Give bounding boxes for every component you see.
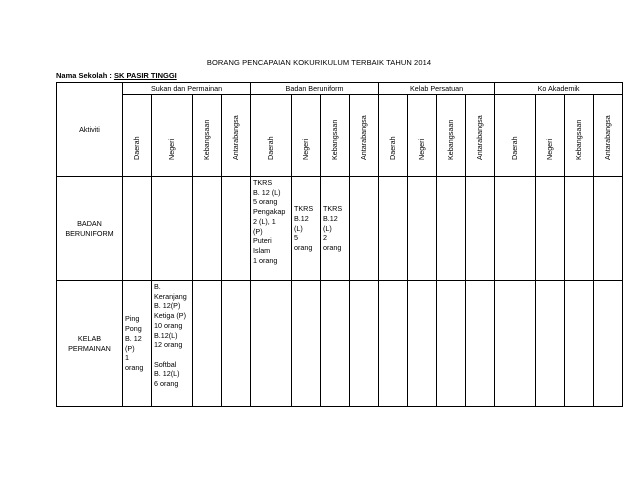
table-cell <box>222 177 251 281</box>
group-header-akademik: Ko Akademik <box>495 83 623 95</box>
table-cell: TKRS B. 12 (L) 5 orang Pengakap 2 (L), 1 (P) Puteri Islam 1 orang <box>251 177 292 281</box>
document-title: BORANG PENCAPAIAN KOKURIKULUM TERBAIK TAHUN 2014 <box>206 58 432 67</box>
group-header-beruniform: Badan Beruniform <box>251 83 379 95</box>
table-cell <box>350 281 379 407</box>
table-cell <box>466 281 495 407</box>
level-header: Daerah <box>495 95 536 177</box>
table-cell <box>379 177 408 281</box>
table-cell <box>495 281 536 407</box>
table-cell: TKRS B.12 (L) 5 orang <box>292 177 321 281</box>
table-row <box>57 281 623 407</box>
group-header-row <box>57 83 623 95</box>
table-cell <box>594 177 623 281</box>
level-header: Daerah <box>251 95 292 177</box>
level-header: Negeri <box>292 95 321 177</box>
activity-header: Aktiviti <box>57 83 123 177</box>
level-header: Antarabangsa <box>222 95 251 177</box>
table-cell <box>408 281 437 407</box>
table-cell <box>193 281 222 407</box>
school-name-line <box>56 71 177 80</box>
level-header: Kebangsaan <box>565 95 594 177</box>
table-cell <box>536 281 565 407</box>
table-cell <box>437 281 466 407</box>
table-cell <box>321 281 350 407</box>
table-cell <box>152 177 193 281</box>
table-cell <box>565 177 594 281</box>
level-header: Negeri <box>408 95 437 177</box>
table-cell <box>193 177 222 281</box>
table-cell <box>466 177 495 281</box>
table-cell <box>594 281 623 407</box>
school-label: Nama Sekolah : <box>56 71 114 80</box>
table-cell <box>123 177 152 281</box>
table-cell <box>350 177 379 281</box>
table-cell <box>536 177 565 281</box>
table-cell <box>222 281 251 407</box>
level-header: Kebangsaan <box>437 95 466 177</box>
level-header: Daerah <box>379 95 408 177</box>
level-header: Antarabangsa <box>594 95 623 177</box>
activity-cell: KELAB PERMAINAN <box>57 281 123 407</box>
level-header: Kebangsaan <box>193 95 222 177</box>
school-value: SK PASIR TINGGI <box>113 71 177 80</box>
table-cell <box>437 177 466 281</box>
table-cell: Ping Pong B. 12 (P) 1 orang <box>123 281 152 407</box>
level-header: Negeri <box>536 95 565 177</box>
table-cell <box>251 281 292 407</box>
level-header-row <box>57 95 623 177</box>
table-cell <box>379 281 408 407</box>
table-cell: TKRS B.12 (L) 2 orang <box>321 177 350 281</box>
table-row <box>57 177 623 281</box>
table-cell: B. Keranjang B. 12(P) Ketiga (P) 10 orang B.12(L) 12 orang Softbal B. 12(L) 6 orang <box>152 281 193 407</box>
level-header: Kebangsaan <box>321 95 350 177</box>
level-header: Negeri <box>152 95 193 177</box>
table-cell <box>292 281 321 407</box>
level-header: Daerah <box>123 95 152 177</box>
level-header: Antarabangsa <box>466 95 495 177</box>
level-header: Antarabangsa <box>350 95 379 177</box>
table-cell <box>495 177 536 281</box>
table-cell <box>565 281 594 407</box>
group-header-sukan: Sukan dan Permainan <box>123 83 251 95</box>
activity-cell: BADAN BERUNIFORM <box>57 177 123 281</box>
group-header-kelab: Kelab Persatuan <box>379 83 495 95</box>
achievement-table <box>56 82 623 407</box>
table-cell <box>408 177 437 281</box>
